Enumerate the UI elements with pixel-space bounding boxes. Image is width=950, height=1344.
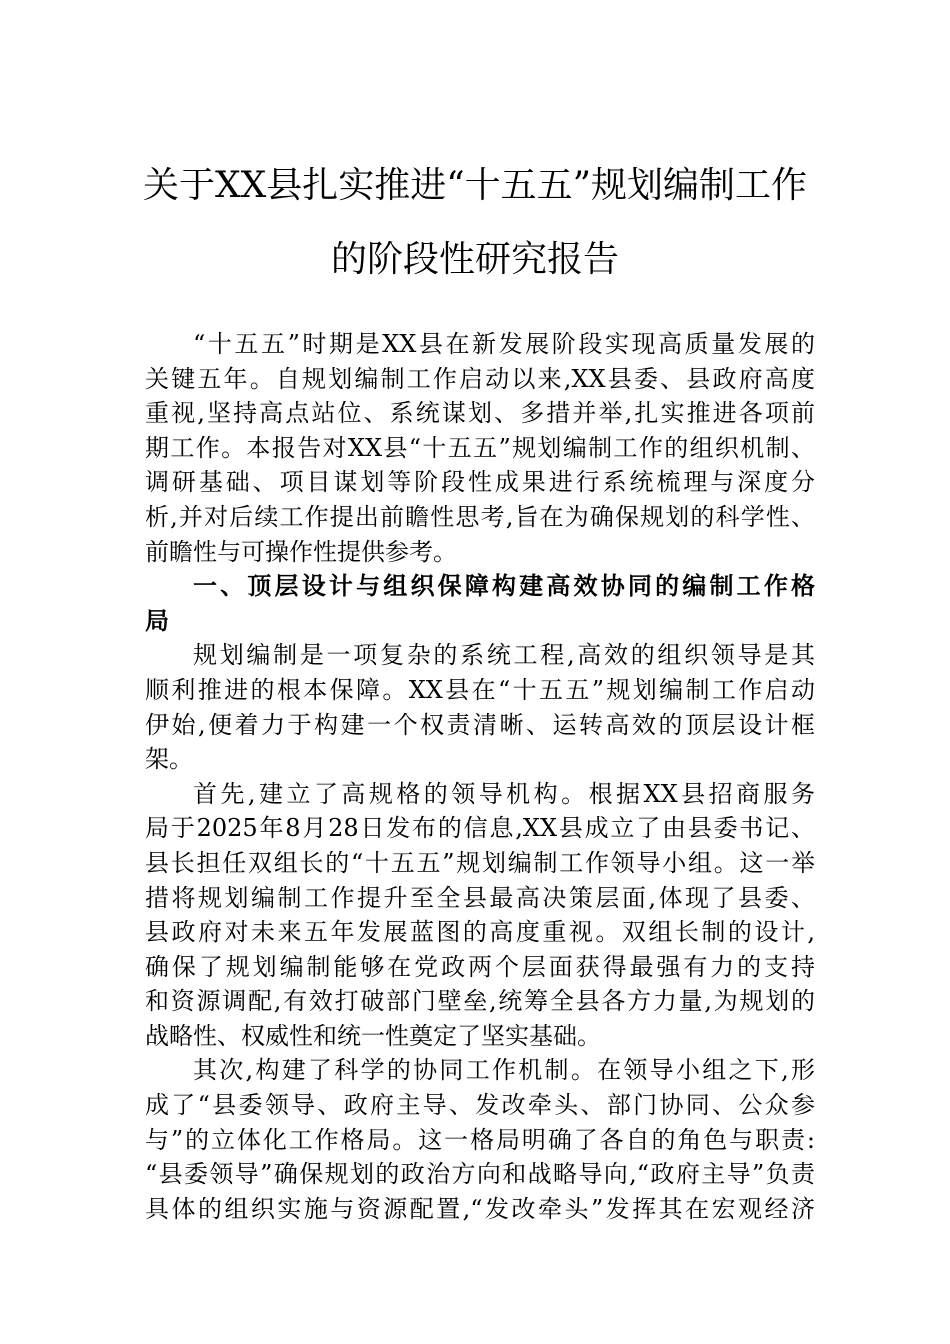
paragraph-line: 与”的立体化工作格局。这一格局明确了各自的角色与职责: bbox=[145, 1125, 815, 1154]
paragraph-line: “十五五”时期是XX县在新发展阶段实现高质量发展的 bbox=[193, 330, 815, 358]
paragraph-line: 成了“县委领导、政府主导、发改牵头、部门协同、公众参 bbox=[145, 1091, 815, 1120]
paragraph-line: 首先,建立了高规格的领导机构。根据XX县招商服务 bbox=[193, 779, 815, 808]
paragraph-line: 前瞻性与可操作性提供参考。 bbox=[145, 537, 457, 566]
paragraph-line: 重视,坚持高点站位、系统谋划、多措并举,扎实推进各项前 bbox=[145, 399, 815, 428]
paragraph-line: 伊始,便着力于构建一个权责清晰、运转高效的顶层设计框 bbox=[145, 710, 815, 739]
paragraph-line: 顺利推进的根本保障。XX县在“十五五”规划编制工作启动 bbox=[145, 675, 815, 704]
section-heading-1 bbox=[145, 569, 815, 638]
paragraph-leadership bbox=[145, 777, 815, 1054]
paragraph-line: “县委领导”确保规划的政治方向和战略导向,“政府主导”负责 bbox=[145, 1160, 815, 1189]
document-title-line-2: 的阶段性研究报告 bbox=[330, 239, 619, 280]
paragraph-line: 期工作。本报告对XX县“十五五”规划编制工作的组织机制、 bbox=[145, 433, 815, 462]
paragraph-line: 战略性、权威性和统一性奠定了坚实基础。 bbox=[145, 1021, 601, 1050]
paragraph-line: 县政府对未来五年发展蓝图的高度重视。双组长制的设计, bbox=[145, 918, 815, 947]
document-body bbox=[145, 327, 815, 1226]
document-title-line-1: 关于XX县扎实推进“十五五”规划编制工作 bbox=[142, 165, 808, 206]
paragraph-line: 析,并对后续工作提出前瞻性思考,旨在为确保规划的科学性、 bbox=[145, 502, 815, 531]
paragraph-line: 局于2025年8月28日发布的信息,XX县成立了由县委书记、 bbox=[145, 814, 815, 843]
paragraph-line: 其次,构建了科学的协同工作机制。在领导小组之下,形 bbox=[193, 1056, 815, 1085]
paragraph-organization bbox=[145, 638, 815, 776]
paragraph-line: 措将规划编制工作提升至全县最高决策层面,体现了县委、 bbox=[145, 883, 815, 912]
paragraph-line: 调研基础、项目谋划等阶段性成果进行系统梳理与深度分 bbox=[145, 468, 815, 497]
paragraph-line: 架。 bbox=[145, 745, 193, 774]
paragraph-line: 和资源调配,有效打破部门壁垒,统筹全县各方力量,为规划的 bbox=[145, 987, 815, 1016]
heading-line: 一、顶层设计与组织保障构建高效协同的编制工作格 bbox=[193, 571, 815, 601]
heading-line: 局 bbox=[145, 605, 169, 635]
paragraph-line: 县长担任双组长的“十五五”规划编制工作领导小组。这一举 bbox=[145, 848, 815, 877]
paragraph-intro bbox=[145, 327, 815, 569]
paragraph-line: 规划编制是一项复杂的系统工程,高效的组织领导是其 bbox=[193, 641, 815, 670]
paragraph-line: 确保了规划编制能够在党政两个层面获得最强有力的支持 bbox=[145, 952, 815, 981]
paragraph-line: 关键五年。自规划编制工作启动以来,XX县委、县政府高度 bbox=[145, 364, 815, 393]
paragraph-mechanism bbox=[145, 1053, 815, 1226]
paragraph-line: 具体的组织实施与资源配置,“发改牵头”发挥其在宏观经济 bbox=[145, 1194, 815, 1223]
